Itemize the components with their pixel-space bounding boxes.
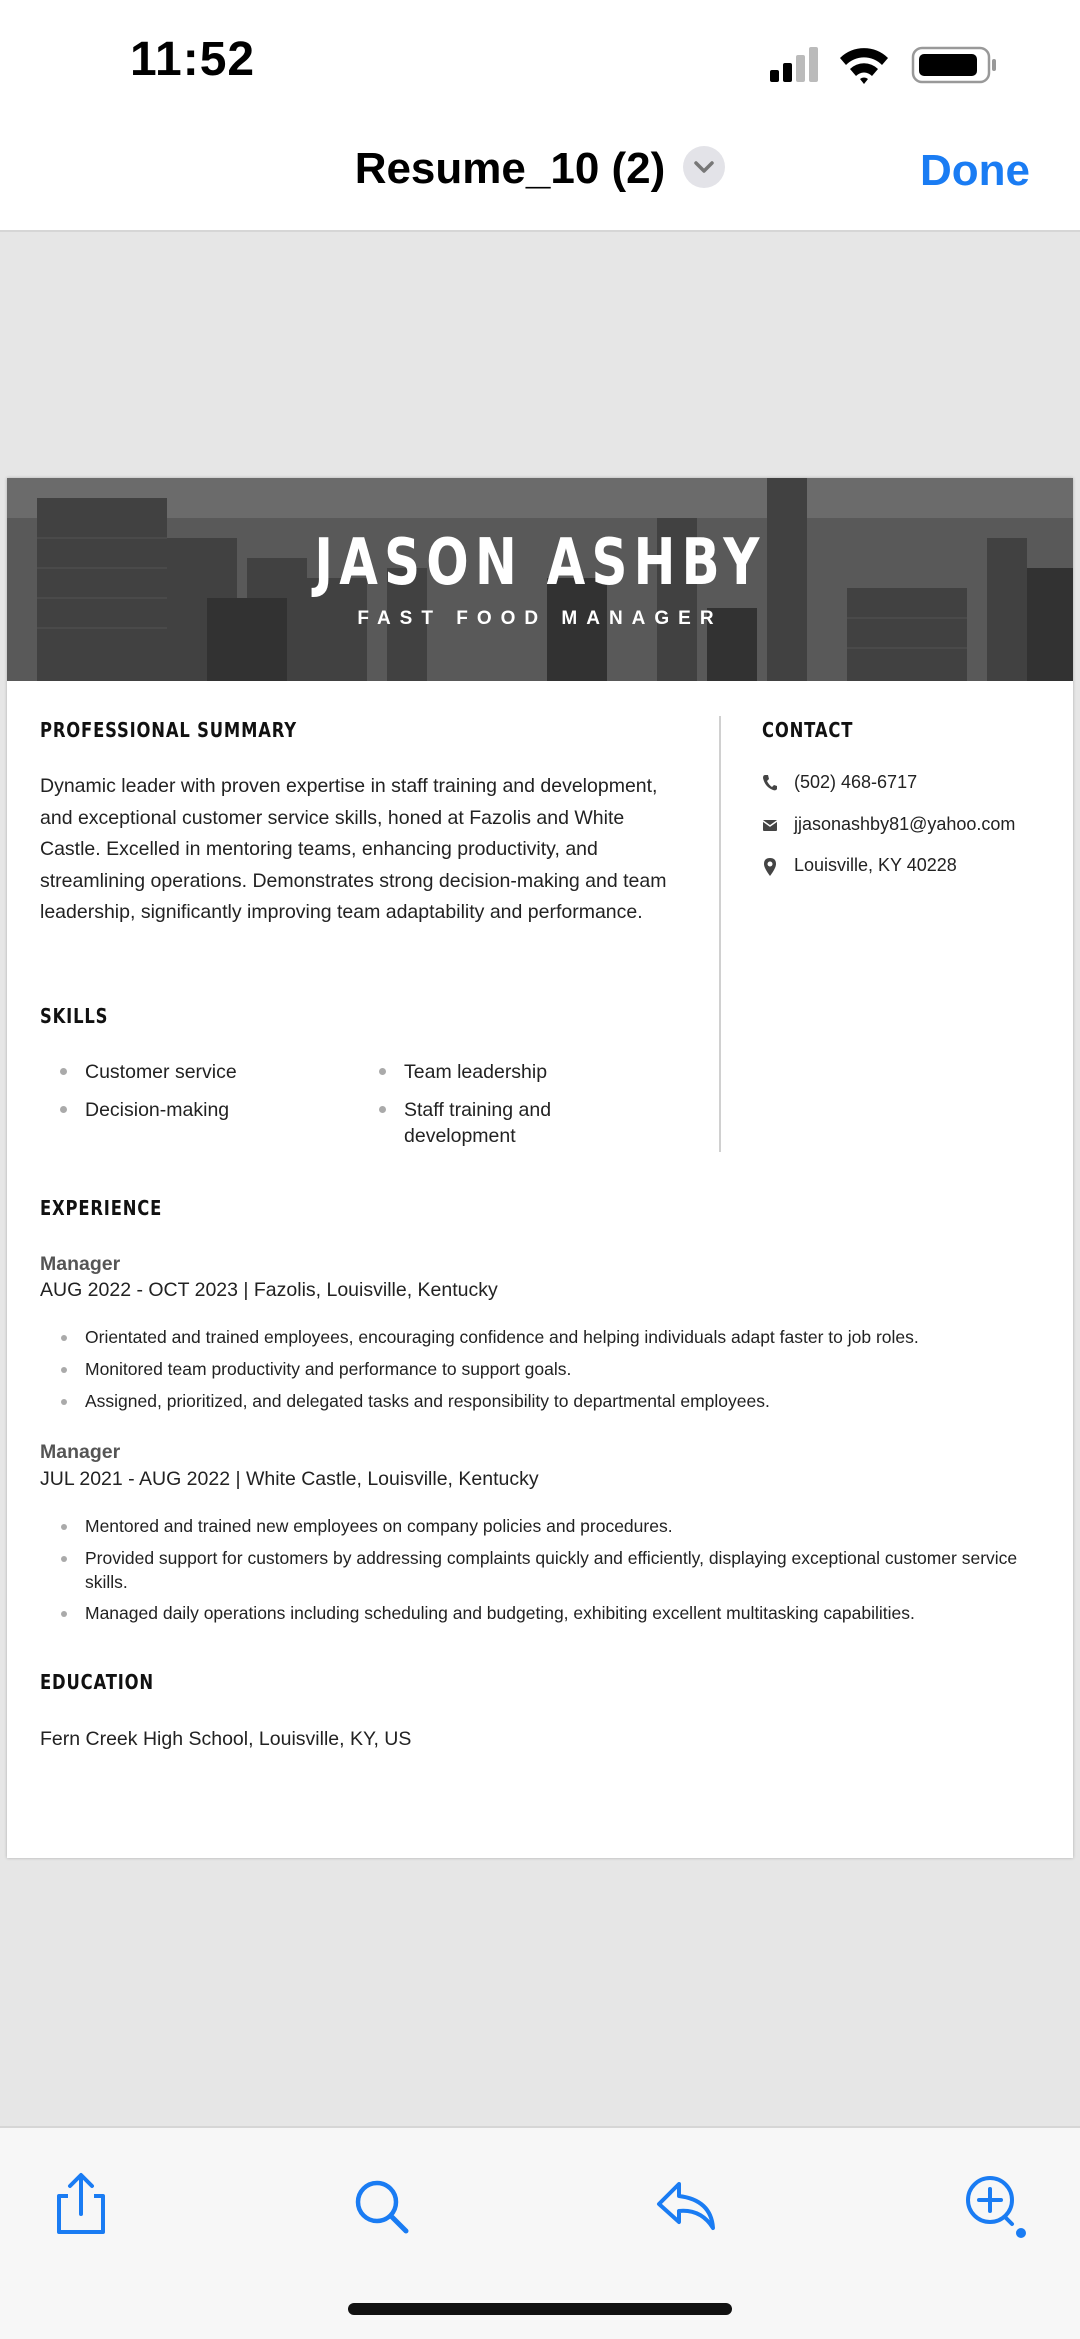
reply-button[interactable] — [645, 2164, 725, 2244]
skill-item: Customer service — [85, 1061, 237, 1083]
document-title[interactable] — [0, 144, 1080, 194]
header-banner — [7, 478, 1073, 681]
experience-heading: EXPERIENCE — [40, 1196, 163, 1220]
job-title: Manager — [40, 1253, 121, 1275]
status-bar — [0, 0, 1080, 120]
status-icons — [770, 44, 1000, 84]
job-meta: JUL 2021 - AUG 2022 | White Castle, Louisville, Kentucky — [40, 1468, 539, 1490]
phone-text: (502) 468-6717 — [794, 772, 918, 792]
bullet — [61, 1399, 67, 1405]
job-title: Manager — [40, 1441, 121, 1463]
education-heading: EDUCATION — [40, 1670, 154, 1694]
skills-heading: SKILLS — [40, 1004, 109, 1028]
education-text: Fern Creek High School, Louisville, KY, US — [40, 1728, 412, 1750]
search-button[interactable] — [341, 2164, 421, 2244]
chevron-down-icon[interactable] — [683, 146, 725, 188]
share-icon — [41, 2164, 121, 2244]
job-duty: Monitored team productivity and performance to support goals. — [85, 1359, 572, 1379]
skill-item: Team leadership — [404, 1061, 548, 1083]
bullet — [379, 1068, 386, 1075]
email-icon — [762, 816, 778, 834]
job-duty: Orientated and trained employees, encouraging confidence and helping individuals adapt faster to job roles. — [85, 1327, 919, 1347]
job-duty: Assigned, prioritized, and delegated tasks and responsibility to departmental employees. — [85, 1391, 770, 1411]
markup-button[interactable] — [952, 2164, 1032, 2244]
candidate-name: JASON ASHBY — [314, 526, 766, 600]
skill-item: Decision-making — [85, 1099, 230, 1121]
job-duty: Mentored and trained new employees on company policies and procedures. — [85, 1516, 673, 1536]
cellular-signal-icon — [770, 47, 818, 82]
bullet — [61, 1611, 67, 1617]
resume-page — [7, 478, 1073, 1858]
bullet — [61, 1524, 67, 1530]
bullet — [61, 1367, 67, 1373]
candidate-role: FAST FOOD MANAGER — [357, 608, 723, 629]
bullet — [61, 1335, 67, 1341]
nav-bar — [0, 120, 1080, 232]
email-text: jjasonashby81@yahoo.com — [794, 814, 1016, 834]
status-time: 11:52 — [130, 33, 256, 86]
battery-icon — [913, 48, 996, 82]
job-duty: Managed daily operations including scheduling and budgeting, exhibiting excellent multitasking capabilities. — [85, 1603, 915, 1623]
summary-heading: PROFESSIONAL SUMMARY — [40, 718, 297, 742]
column-divider — [719, 716, 721, 1152]
job-duty: Provided support for customers by addressing complaints quickly and efficiently, displaying exceptional customer service skills. — [85, 1548, 1018, 1592]
bullet — [60, 1068, 67, 1075]
job-meta: AUG 2022 - OCT 2023 | Fazolis, Louisville, Kentucky — [40, 1279, 498, 1301]
done-button[interactable]: Done — [920, 146, 1030, 195]
bullet — [61, 1556, 67, 1562]
summary-text: Dynamic leader with proven expertise in staff training and development, and exceptional customer service skills, honed at Fazolis and White Castle. Excelled in mentoring teams, enhancing productivity, and streamlining operations. Demonstrates strong decision-making and team leadership, significantly improving team adaptability and performance. — [40, 775, 667, 923]
location-pin-icon — [762, 857, 778, 877]
reply-icon — [645, 2164, 725, 2244]
phone-icon — [762, 774, 778, 792]
document-title-label: Resume_10 (2) — [354, 144, 666, 193]
contact-heading: CONTACT — [762, 718, 854, 742]
location-text: Louisville, KY 40228 — [794, 855, 957, 875]
markup-icon — [952, 2164, 1032, 2244]
share-button[interactable] — [41, 2164, 121, 2244]
search-icon — [341, 2164, 421, 2244]
wifi-icon — [840, 48, 888, 84]
skill-item: Staff training and development — [404, 1099, 552, 1147]
home-indicator[interactable] — [348, 2303, 732, 2315]
bullet — [379, 1106, 386, 1113]
bullet — [60, 1106, 67, 1113]
